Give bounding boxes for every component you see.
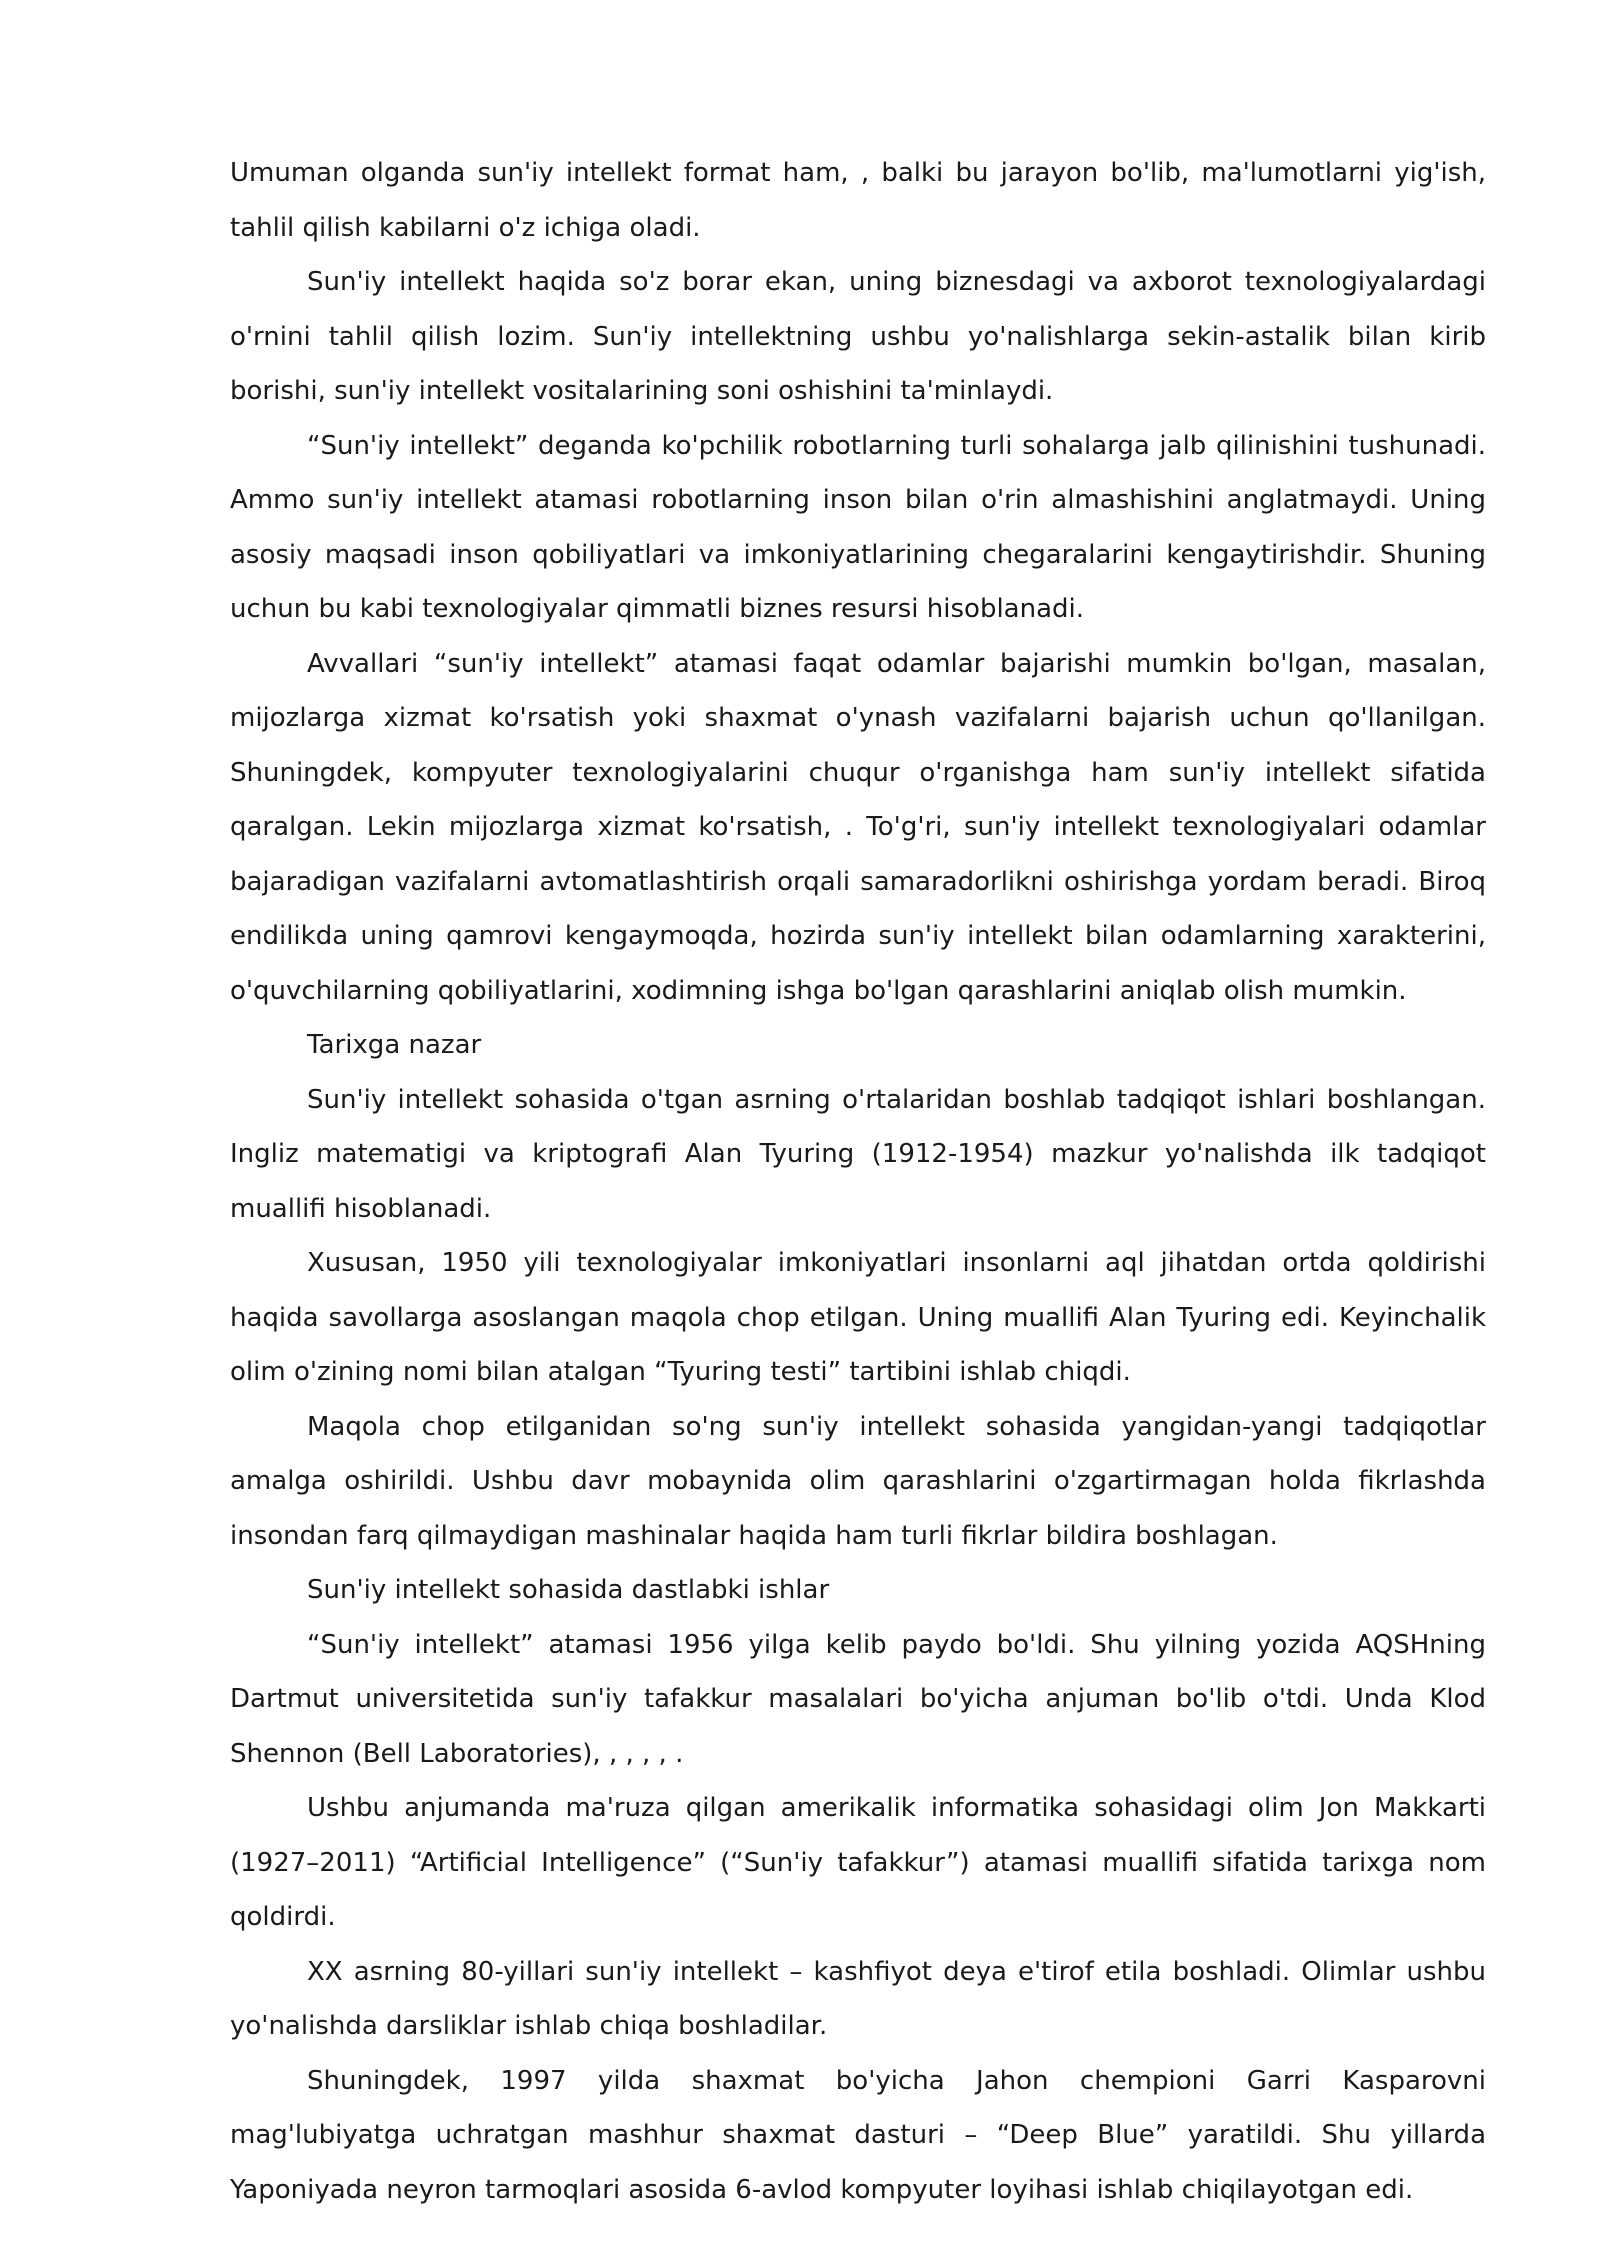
paragraph-80s: XX asrning 80-yillari sun'iy intellekt – kashfiyot deya e'tirof etila boshladi. Olimlar ushbu yo'nalishda darsliklar ishlab chiqa boshladilar.: [230, 1956, 1486, 2041]
paragraph-turing: Sun'iy intellekt sohasida o'tgan asrning o'rtalaridan boshlab tadqiqot ishlari boshlangan. Ingliz matematigi va kriptografi Alan Tyuring (1912-1954) mazkur yo'nalishda ilk tadqiqot muallifi hisoblanadi.: [230, 1084, 1486, 1224]
paragraph-deep-blue: Shuningdek, 1997 yilda shaxmat bo'yicha Jahon chempioni Garri Kasparovni mag'lubiyatga uchratgan mashhur shaxmat dasturi – “Deep Blue” yaratildi. Shu yillarda Yaponiyada neyron tarmoqlari asosida 6-avlod kompyuter loyihasi ishlab chiqilayotgan edi.: [230, 2065, 1486, 2205]
section-heading-early-work: Sun'iy intellekt sohasida dastlabki ishlar: [307, 1575, 830, 1605]
paragraph-intro: Umuman olganda sun'iy intellekt format ham, , balki bu jarayon bo'lib, ma'lumotlarni yig'ish, tahlil qilish kabilarni o'z ichiga oladi.: [230, 158, 1486, 243]
section-heading-history: Tarixga nazar: [307, 1030, 482, 1060]
document-page: [230, 146, 1486, 2217]
paragraph-1950: Xususan, 1950 yili texnologiyalar imkoniyatlari insonlarni aql jihatdan ortda qoldirishi haqida savollarga asoslangan maqola chop etilgan. Uning muallifi Alan Tyuring edi. Keyinchalik olim o'zining nomi bilan atalgan “Tyuring testi” tartibini ishlab chiqdi.: [230, 1248, 1486, 1387]
paragraph-mccarthy: Ushbu anjumanda ma'ruza qilgan amerikalik informatika sohasidagi olim Jon Makkarti (1927–2011) “Artificial Intelligence” (“Sun'iy tafakkur”) atamasi muallifi sifatida tarixga nom qoldirdi.: [230, 1793, 1486, 1932]
paragraph-early-usage: Avvallari “sun'iy intellekt” atamasi faqat odamlar bajarishi mumkin bo'lgan, masalan, mijozlarga xizmat ko'rsatish yoki shaxmat o'ynash vazifalarni bajarish uchun qo'llanilgan. Shuningdek, kompyuter texnologiyalarini chuqur o'rganishga ham sun'iy intellekt sifatida qaralgan. Lekin mijozlarga xizmat ko'rsatish, . To'g'ri, sun'iy intellekt texnologiyalari odamlar bajaradigan vazifalarni avtomatlashtirish orqali samaradorlikni oshirishga yordam beradi. Biroq endilikda uning qamrovi kengaymoqda, hozirda sun'iy intellekt bilan odamlarning xarakterini, o'quvchilarning qobiliyatlarini, xodimning ishga bo'lgan qarashlarini aniqlab olish mumkin.: [230, 648, 1486, 1006]
paragraph-1956: “Sun'iy intellekt” atamasi 1956 yilga kelib paydo bo'ldi. Shu yilning yozida AQSHning Dartmut universitetida sun'iy tafakkur masalalari bo'yicha anjuman bo'lib o'tdi. Unda Klod Shennon (Bell Laboratories), , , , , .: [230, 1629, 1486, 1769]
paragraph-robots: “Sun'iy intellekt” deganda ko'pchilik robotlarning turli sohalarga jalb qilinishini tushunadi. Ammo sun'iy intellekt atamasi robotlarning inson bilan o'rin almashishini anglatmaydi. Uning asosiy maqsadi inson qobiliyatlari va imkoniyatlarining chegaralarini kengaytirishdir. Shuning uchun bu kabi texnologiyalar qimmatli biznes resursi hisoblanadi.: [230, 430, 1486, 624]
paragraph-business-it: Sun'iy intellekt haqida so'z borar ekan, uning biznesdagi va axborot texnologiyalardagi o'rnini tahlil qilish lozim. Sun'iy intellektning ushbu yo'nalishlarga sekin-astalik bilan kirib borishi, sun'iy intellekt vositalarining soni oshishini ta'minlaydi.: [230, 267, 1486, 406]
paragraph-after-article: Maqola chop etilganidan so'ng sun'iy intellekt sohasida yangidan-yangi tadqiqotlar amalga oshirildi. Ushbu davr mobaynida olim qarashlarini o'zgartirmagan holda fikrlashda insondan farq qilmaydigan mashinalar haqida ham turli fikrlar bildira boshlagan.: [230, 1411, 1486, 1551]
